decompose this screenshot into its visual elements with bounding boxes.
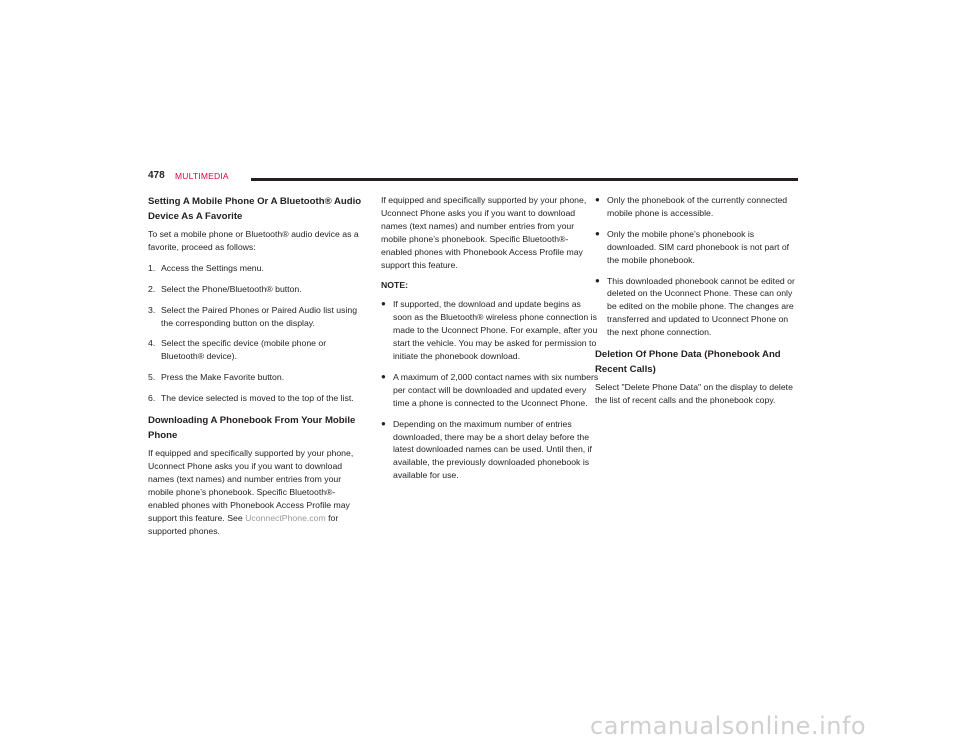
favorite-steps	[148, 262, 366, 405]
bullet-icon: ●	[595, 195, 600, 204]
bullet-icon: ●	[595, 228, 600, 238]
column-2	[381, 194, 599, 490]
bullet-icon: ●	[381, 299, 386, 309]
download-paragraph-2: If equipped and specifically supported by your phone, Uconnect Phone asks you if you want to download names (text names) and number entries from your mobile phone’s phonebook. Specific Bluetooth®-enabled phones with Phonebook Access Profile may support this feature.	[381, 195, 587, 270]
list-item: 3. Select the Paired Phones or Paired Audio list using the corresponding button on the display.	[148, 304, 358, 328]
note-label: NOTE:	[381, 280, 409, 291]
list-item: 5. Press the Make Favorite button.	[148, 372, 285, 383]
list-item: 1. Access the Settings menu.	[148, 262, 264, 273]
bullet-icon: ●	[381, 371, 386, 381]
column-3	[595, 194, 800, 415]
list-item: ● If supported, the download and update begins as soon as the Bluetooth® wireless phone connection is made to the Uconnect Phone. For example, after you start the vehicle. You may be asked for permission to initiate the phonebook download.	[381, 299, 598, 361]
heading-favorite: Setting A Mobile Phone Or A Bluetooth® Audio Device As A Favorite	[148, 196, 362, 222]
page-header	[148, 170, 798, 186]
bullet-icon: ●	[381, 418, 386, 428]
list-item: ● Depending on the maximum number of entries downloaded, there may be a short delay before the latest downloaded names can be used. Until then, if available, the previously downloaded phonebook is available for use.	[381, 418, 592, 481]
list-item: ● This downloaded phonebook cannot be edited or deleted on the Uconnect Phone. These can only be edited on the mobile phone. The changes are transferred and updated to Uconnect Phone on the next phone connection.	[595, 275, 795, 338]
page-number: 478	[148, 170, 165, 181]
note-bullets	[381, 298, 599, 482]
list-item: ● A maximum of 2,000 contact names with six numbers per contact will be downloaded and updated every time a phone is connected to the Uconnect Phone.	[381, 371, 599, 408]
download-paragraph: If equipped and specifically supported by your phone, Uconnect Phone asks you if you want to download names (text names) and number entries from your mobile phone’s phonebook. Specific Bluetooth®-enabled phones with Phonebook Access Profile may support this feature. See UconnectPhone.com for supported phones.	[148, 448, 354, 536]
list-item: 4. Select the specific device (mobile phone or Bluetooth® device).	[148, 338, 327, 362]
heading-download-phonebook: Downloading A Phonebook From Your Mobile Phone	[148, 415, 356, 442]
column-1	[148, 194, 366, 545]
favorite-intro: To set a mobile phone or Bluetooth® audio device as a favorite, proceed as follows:	[148, 229, 359, 252]
section-title: MULTIMEDIA	[175, 171, 229, 181]
list-item: 6. The device selected is moved to the top of the list.	[148, 393, 354, 404]
bullet-icon: ●	[595, 275, 600, 285]
watermark: carmanualsonline.info	[590, 712, 867, 740]
delete-paragraph: Select "Delete Phone Data" on the display to delete the list of recent calls and the phonebook copy.	[595, 382, 793, 405]
phonebook-bullets	[595, 194, 800, 339]
heading-delete-phone-data: Deletion Of Phone Data (Phonebook And Recent Calls)	[595, 349, 781, 376]
list-item: ● Only the phonebook of the currently connected mobile phone is accessible.	[595, 195, 788, 218]
uconnect-link[interactable]: UconnectPhone.com	[245, 512, 326, 523]
list-item: ● Only the mobile phone’s phonebook is downloaded. SIM card phonebook is not part of the mobile phonebook.	[595, 228, 790, 265]
header-rule	[251, 178, 798, 181]
list-item: 2. Select the Phone/Bluetooth® button.	[148, 283, 302, 294]
